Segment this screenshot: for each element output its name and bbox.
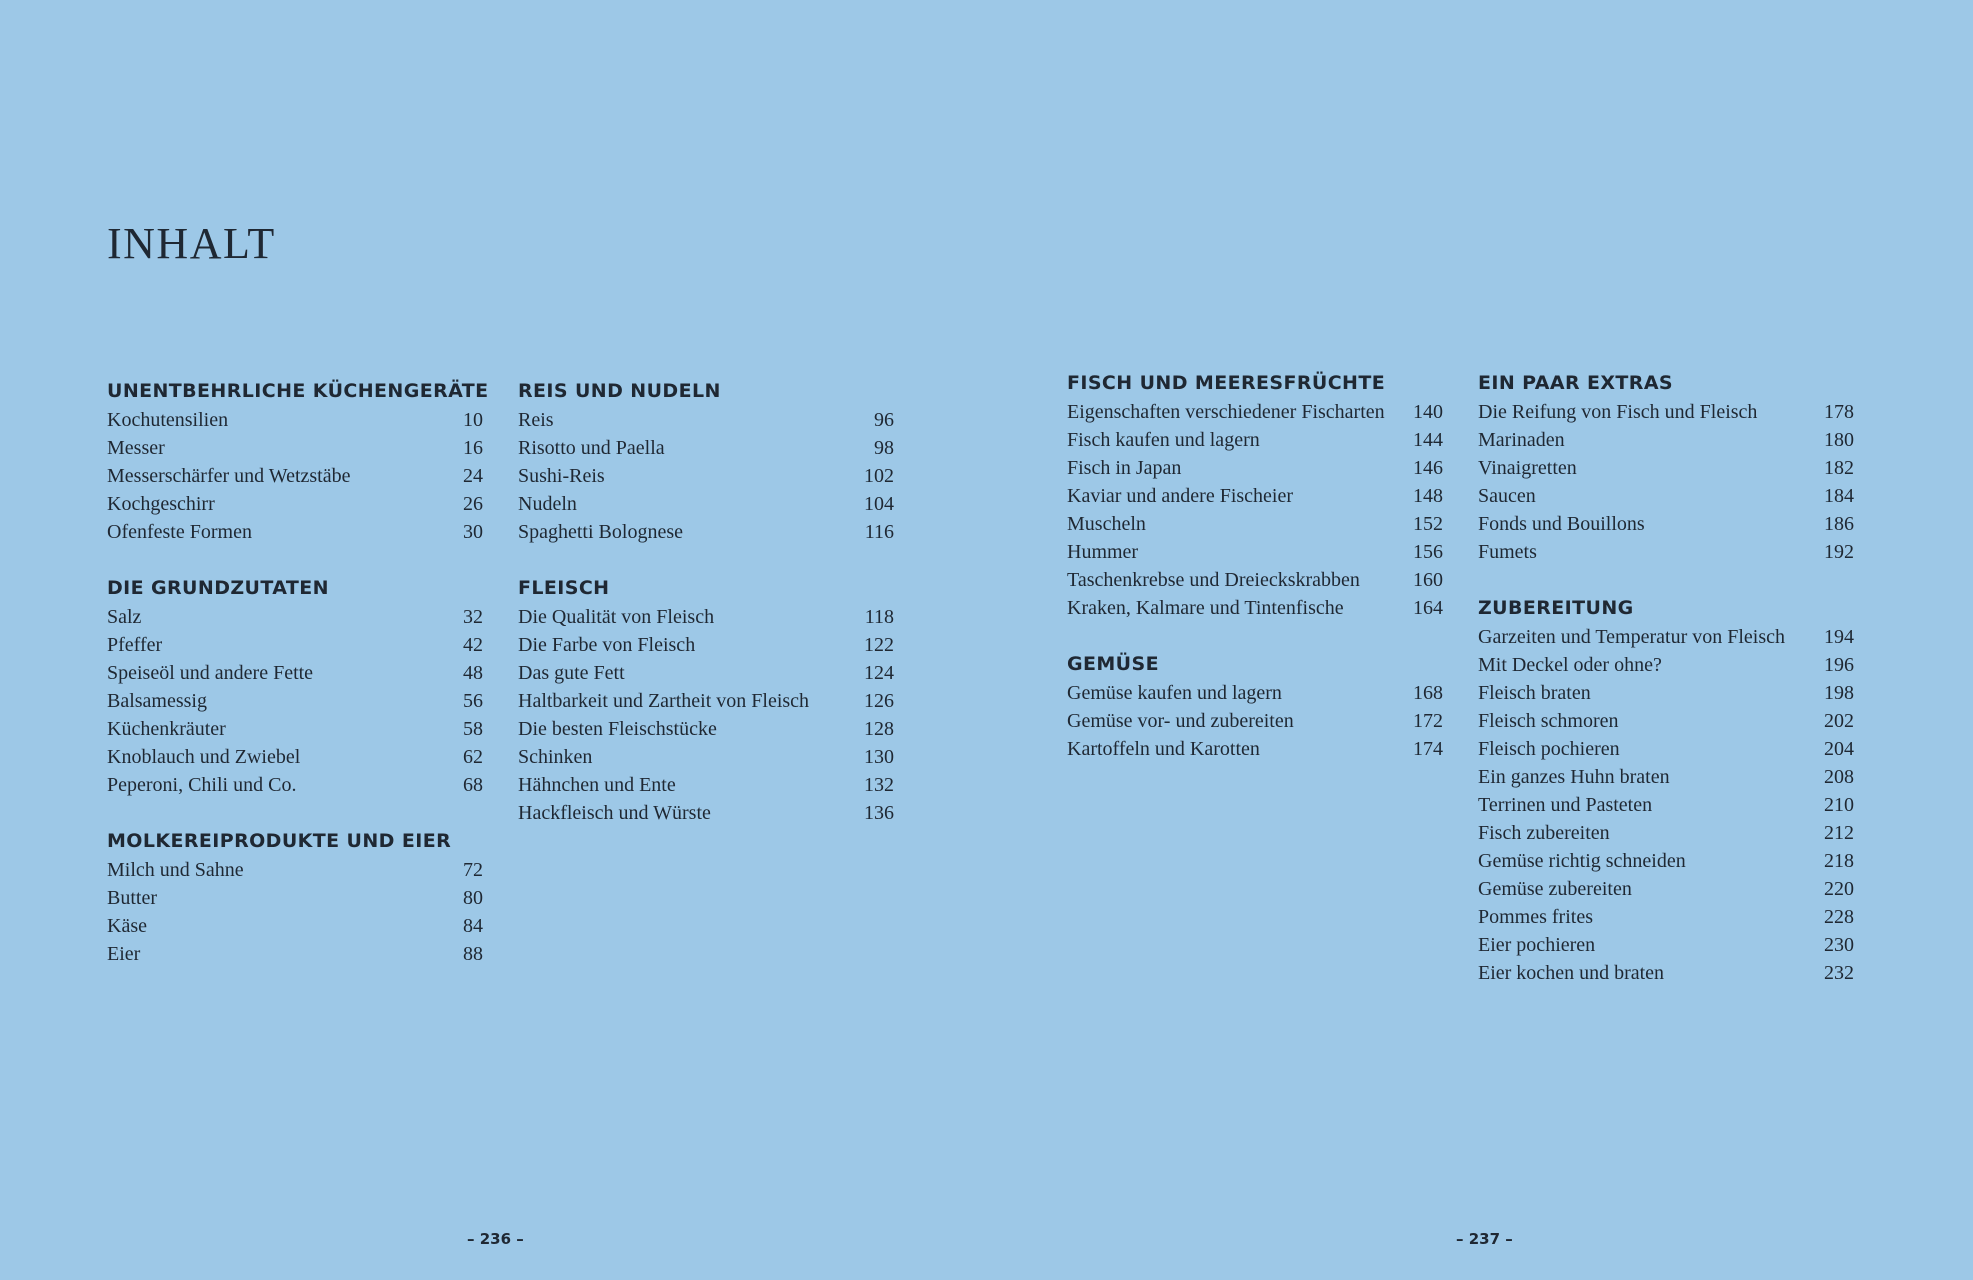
toc-section bbox=[107, 826, 483, 968]
entry-title: Butter bbox=[107, 887, 157, 909]
entry-title: Die besten Fleischstücke bbox=[518, 718, 717, 740]
toc-column-1 bbox=[107, 376, 489, 995]
entry-page-number: 24 bbox=[463, 465, 483, 487]
toc-entry bbox=[1478, 398, 1854, 426]
toc-entry bbox=[107, 659, 483, 687]
entry-page-number: 104 bbox=[864, 493, 894, 515]
toc-entry bbox=[518, 490, 894, 518]
toc-entry bbox=[1478, 847, 1854, 875]
entry-title: Ofenfeste Formen bbox=[107, 521, 252, 543]
toc-column-2 bbox=[518, 376, 894, 854]
entry-title: Pommes frites bbox=[1478, 906, 1593, 928]
entry-page-number: 136 bbox=[864, 802, 894, 824]
entry-page-number: 118 bbox=[864, 606, 894, 628]
toc-entry bbox=[1478, 707, 1854, 735]
toc-section bbox=[107, 573, 483, 799]
page-number-left: – 236 – bbox=[467, 1230, 524, 1248]
toc-entry bbox=[1478, 623, 1854, 651]
entry-page-number: 10 bbox=[463, 409, 483, 431]
entry-page-number: 148 bbox=[1413, 485, 1443, 507]
entry-title: Die Reifung von Fisch und Fleisch bbox=[1478, 401, 1758, 423]
toc-entry bbox=[518, 462, 894, 490]
toc-entry bbox=[1478, 679, 1854, 707]
entry-page-number: 164 bbox=[1413, 597, 1443, 619]
toc-entry bbox=[107, 743, 483, 771]
toc-entry bbox=[1067, 426, 1443, 454]
toc-entry bbox=[1478, 875, 1854, 903]
entry-title: Die Farbe von Fleisch bbox=[518, 634, 696, 656]
entry-page-number: 232 bbox=[1824, 962, 1854, 984]
entry-title: Salz bbox=[107, 606, 142, 628]
entry-title: Spaghetti Bolognese bbox=[518, 521, 683, 543]
entry-page-number: 96 bbox=[874, 409, 894, 431]
toc-entry bbox=[1478, 426, 1854, 454]
toc-entry bbox=[1478, 959, 1854, 987]
entry-title: Eier kochen und braten bbox=[1478, 962, 1665, 984]
page-number-right: – 237 – bbox=[1456, 1230, 1513, 1248]
entry-page-number: 208 bbox=[1824, 766, 1854, 788]
entry-title: Hummer bbox=[1067, 541, 1139, 563]
toc-entry bbox=[107, 462, 483, 490]
entry-title: Balsamessig bbox=[107, 690, 207, 712]
toc-section bbox=[1067, 649, 1443, 763]
entry-title: Peperoni, Chili und Co. bbox=[107, 774, 297, 796]
toc-entry bbox=[1478, 791, 1854, 819]
entry-page-number: 168 bbox=[1413, 682, 1443, 704]
entry-title: Fisch in Japan bbox=[1067, 457, 1182, 479]
entry-title: Taschenkrebse und Dreieckskrabben bbox=[1067, 569, 1360, 591]
entry-title: Fleisch schmoren bbox=[1478, 710, 1619, 732]
entry-title: Gemüse vor- und zubereiten bbox=[1067, 710, 1294, 732]
entry-page-number: 218 bbox=[1824, 850, 1854, 872]
toc-entry bbox=[107, 856, 483, 884]
entry-title: Kaviar und andere Fischeier bbox=[1067, 485, 1294, 507]
toc-entry bbox=[1067, 735, 1443, 763]
entry-title: Fonds und Bouillons bbox=[1478, 513, 1645, 535]
toc-entry bbox=[107, 771, 483, 799]
entry-page-number: 128 bbox=[864, 718, 894, 740]
entry-page-number: 196 bbox=[1824, 654, 1854, 676]
entry-title: Risotto und Paella bbox=[518, 437, 665, 459]
entry-page-number: 194 bbox=[1824, 626, 1854, 648]
toc-entry bbox=[107, 940, 483, 968]
entry-title: Hähnchen und Ente bbox=[518, 774, 676, 796]
entry-title: Nudeln bbox=[518, 493, 577, 515]
entry-title: Messer bbox=[107, 437, 165, 459]
toc-entry bbox=[1478, 510, 1854, 538]
entry-title: Kochgeschirr bbox=[107, 493, 215, 515]
entry-title: Speiseöl und andere Fette bbox=[107, 662, 314, 684]
entry-title: Fleisch pochieren bbox=[1478, 738, 1620, 760]
entry-page-number: 174 bbox=[1413, 738, 1443, 760]
toc-entry bbox=[107, 687, 483, 715]
section-heading: FLEISCH bbox=[518, 577, 610, 599]
entry-title: Fleisch braten bbox=[1478, 682, 1591, 704]
entry-page-number: 132 bbox=[864, 774, 894, 796]
entry-page-number: 102 bbox=[864, 465, 894, 487]
toc-entry bbox=[518, 518, 894, 546]
entry-title: Fisch zubereiten bbox=[1478, 822, 1610, 844]
entry-title: Sushi-Reis bbox=[518, 465, 605, 487]
toc-entry bbox=[1478, 454, 1854, 482]
entry-title: Saucen bbox=[1478, 485, 1536, 507]
toc-entry bbox=[518, 659, 894, 687]
toc-section bbox=[1478, 593, 1854, 987]
toc-entry bbox=[1067, 398, 1443, 426]
entry-page-number: 32 bbox=[463, 606, 483, 628]
entry-page-number: 88 bbox=[463, 943, 483, 965]
entry-title: Marinaden bbox=[1478, 429, 1565, 451]
entry-page-number: 228 bbox=[1824, 906, 1854, 928]
toc-entry bbox=[107, 434, 483, 462]
entry-title: Garzeiten und Temperatur von Fleisch bbox=[1478, 626, 1786, 648]
section-heading: EIN PAAR EXTRAS bbox=[1478, 372, 1674, 394]
toc-section bbox=[107, 376, 489, 546]
entry-title: Kartoffeln und Karotten bbox=[1067, 738, 1260, 760]
section-heading: UNENTBEHRLICHE KÜCHENGERÄTE bbox=[107, 380, 489, 402]
entry-page-number: 42 bbox=[463, 634, 483, 656]
entry-page-number: 184 bbox=[1824, 485, 1854, 507]
toc-entry bbox=[107, 406, 483, 434]
toc-section bbox=[1478, 368, 1854, 566]
entry-page-number: 48 bbox=[463, 662, 483, 684]
toc-entry bbox=[518, 603, 894, 631]
entry-page-number: 126 bbox=[864, 690, 894, 712]
section-heading: GEMÜSE bbox=[1067, 653, 1159, 675]
entry-page-number: 26 bbox=[463, 493, 483, 515]
entry-page-number: 68 bbox=[463, 774, 483, 796]
toc-entry bbox=[1067, 566, 1443, 594]
entry-title: Hackfleisch und Würste bbox=[518, 802, 711, 824]
entry-page-number: 192 bbox=[1824, 541, 1854, 563]
toc-entry bbox=[1478, 763, 1854, 791]
entry-title: Küchenkräuter bbox=[107, 718, 226, 740]
toc-entry bbox=[518, 715, 894, 743]
toc-entry bbox=[107, 603, 483, 631]
entry-page-number: 210 bbox=[1824, 794, 1854, 816]
entry-page-number: 152 bbox=[1413, 513, 1443, 535]
entry-page-number: 186 bbox=[1824, 513, 1854, 535]
toc-entry bbox=[1067, 679, 1443, 707]
entry-page-number: 30 bbox=[463, 521, 483, 543]
toc-entry bbox=[1478, 931, 1854, 959]
entry-title: Terrinen und Pasteten bbox=[1478, 794, 1653, 816]
entry-page-number: 220 bbox=[1824, 878, 1854, 900]
entry-title: Kochutensilien bbox=[107, 409, 229, 431]
entry-page-number: 130 bbox=[864, 746, 894, 768]
entry-page-number: 116 bbox=[864, 521, 894, 543]
toc-entry bbox=[1478, 538, 1854, 566]
entry-title: Messerschärfer und Wetzstäbe bbox=[107, 465, 351, 487]
entry-title: Fisch kaufen und lagern bbox=[1067, 429, 1260, 451]
toc-section bbox=[518, 573, 894, 827]
entry-page-number: 72 bbox=[463, 859, 483, 881]
section-heading: DIE GRUNDZUTATEN bbox=[107, 577, 329, 599]
section-heading: REIS UND NUDELN bbox=[518, 380, 721, 402]
toc-entry bbox=[1478, 651, 1854, 679]
entry-page-number: 56 bbox=[463, 690, 483, 712]
entry-page-number: 172 bbox=[1413, 710, 1443, 732]
toc-entry bbox=[1067, 510, 1443, 538]
entry-page-number: 198 bbox=[1824, 682, 1854, 704]
entry-page-number: 230 bbox=[1824, 934, 1854, 956]
toc-entry bbox=[1478, 819, 1854, 847]
toc-entry bbox=[107, 490, 483, 518]
toc-section bbox=[518, 376, 894, 546]
entry-page-number: 212 bbox=[1824, 822, 1854, 844]
toc-entry bbox=[518, 406, 894, 434]
entry-title: Das gute Fett bbox=[518, 662, 625, 684]
toc-entry bbox=[518, 771, 894, 799]
entry-title: Gemüse richtig schneiden bbox=[1478, 850, 1686, 872]
entry-title: Eier pochieren bbox=[1478, 934, 1596, 956]
toc-entry bbox=[1478, 482, 1854, 510]
toc-section bbox=[1067, 368, 1443, 622]
entry-page-number: 62 bbox=[463, 746, 483, 768]
entry-page-number: 16 bbox=[463, 437, 483, 459]
entry-page-number: 180 bbox=[1824, 429, 1854, 451]
toc-entry bbox=[518, 631, 894, 659]
section-heading: FISCH UND MEERESFRÜCHTE bbox=[1067, 372, 1386, 394]
section-heading: ZUBEREITUNG bbox=[1478, 597, 1634, 619]
toc-entry bbox=[107, 884, 483, 912]
entry-page-number: 122 bbox=[864, 634, 894, 656]
toc-entry bbox=[518, 687, 894, 715]
entry-title: Fumets bbox=[1478, 541, 1537, 563]
toc-entry bbox=[1067, 594, 1443, 622]
entry-page-number: 202 bbox=[1824, 710, 1854, 732]
entry-title: Eier bbox=[107, 943, 141, 965]
entry-page-number: 160 bbox=[1413, 569, 1443, 591]
toc-column-4 bbox=[1478, 368, 1854, 1014]
entry-page-number: 204 bbox=[1824, 738, 1854, 760]
entry-page-number: 178 bbox=[1824, 401, 1854, 423]
toc-entry bbox=[1067, 707, 1443, 735]
entry-title: Milch und Sahne bbox=[107, 859, 244, 881]
entry-title: Eigenschaften verschiedener Fischarten bbox=[1067, 401, 1385, 423]
page-title: INHALT bbox=[107, 219, 276, 268]
entry-page-number: 156 bbox=[1413, 541, 1443, 563]
entry-title: Reis bbox=[518, 409, 554, 431]
toc-entry bbox=[107, 518, 483, 546]
entry-page-number: 124 bbox=[864, 662, 894, 684]
toc-entry bbox=[518, 434, 894, 462]
toc-entry bbox=[107, 715, 483, 743]
entry-title: Die Qualität von Fleisch bbox=[518, 606, 715, 628]
entry-title: Pfeffer bbox=[107, 634, 163, 656]
entry-title: Schinken bbox=[518, 746, 593, 768]
entry-page-number: 146 bbox=[1413, 457, 1443, 479]
toc-entry bbox=[518, 743, 894, 771]
entry-page-number: 80 bbox=[463, 887, 483, 909]
entry-title: Knoblauch und Zwiebel bbox=[107, 746, 301, 768]
toc-entry bbox=[518, 799, 894, 827]
entry-title: Gemüse zubereiten bbox=[1478, 878, 1632, 900]
entry-title: Mit Deckel oder ohne? bbox=[1478, 654, 1662, 676]
entry-page-number: 98 bbox=[874, 437, 894, 459]
entry-title: Gemüse kaufen und lagern bbox=[1067, 682, 1282, 704]
entry-page-number: 144 bbox=[1413, 429, 1443, 451]
toc-entry bbox=[1478, 735, 1854, 763]
entry-title: Ein ganzes Huhn braten bbox=[1478, 766, 1670, 788]
toc-entry bbox=[1067, 454, 1443, 482]
entry-title: Käse bbox=[107, 915, 147, 937]
entry-title: Haltbarkeit und Zartheit von Fleisch bbox=[518, 690, 810, 712]
entry-title: Muscheln bbox=[1067, 513, 1146, 535]
toc-entry bbox=[107, 631, 483, 659]
entry-page-number: 58 bbox=[463, 718, 483, 740]
toc-entry bbox=[1478, 903, 1854, 931]
toc-entry bbox=[1067, 482, 1443, 510]
entry-title: Kraken, Kalmare und Tintenfische bbox=[1067, 597, 1344, 619]
entry-page-number: 140 bbox=[1413, 401, 1443, 423]
entry-title: Vinaigretten bbox=[1478, 457, 1577, 479]
section-heading: MOLKEREIPRODUKTE UND EIER bbox=[107, 830, 452, 852]
entry-page-number: 84 bbox=[463, 915, 483, 937]
toc-entry bbox=[1067, 538, 1443, 566]
entry-page-number: 182 bbox=[1824, 457, 1854, 479]
toc-entry bbox=[107, 912, 483, 940]
toc-column-3 bbox=[1067, 368, 1443, 790]
